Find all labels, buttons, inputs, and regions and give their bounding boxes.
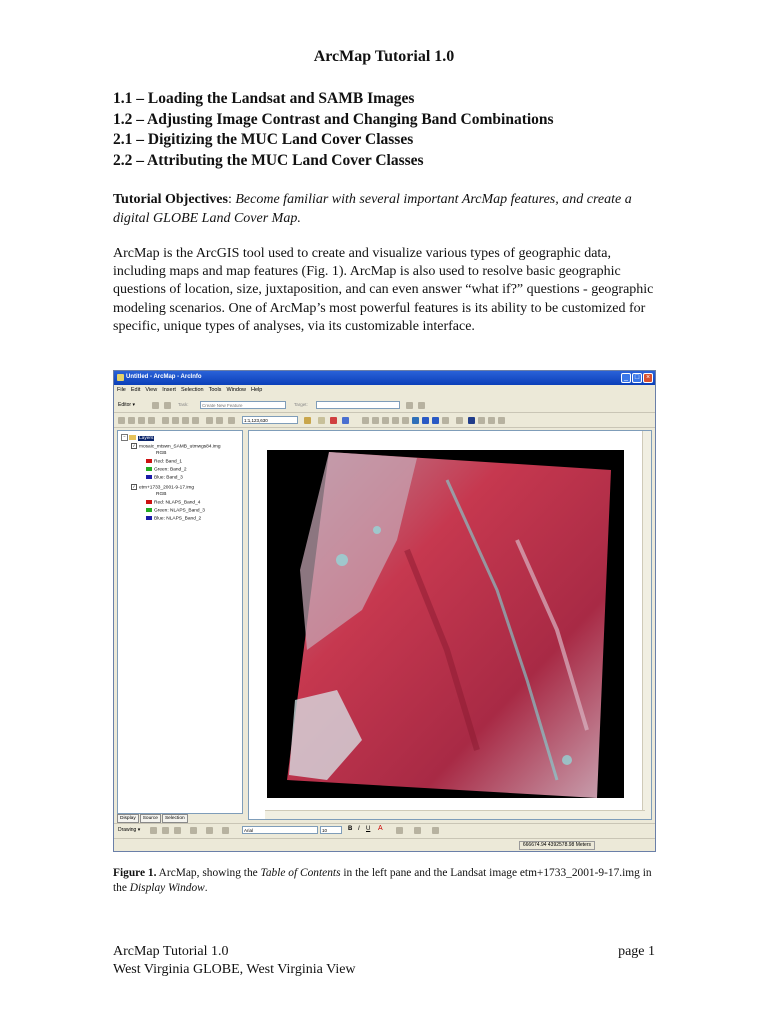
toc-band-label: Blue: Band_3: [154, 475, 183, 481]
red-swatch: [146, 500, 152, 504]
save-icon: [138, 417, 145, 424]
target-label: Target:: [294, 402, 308, 407]
toc-layer-name: etm+1733_2001-9-17.img: [139, 485, 195, 491]
find-icon: [478, 417, 485, 424]
status-bar: [114, 838, 655, 851]
arccatalog-icon: [330, 417, 337, 424]
vertical-scrollbar: [642, 431, 651, 819]
layer-checkbox-icon: ✓: [132, 484, 136, 489]
objectives-label: Tutorial Objectives: [113, 192, 228, 207]
toc-band-label: Red: NLAPS_Band_4: [154, 500, 201, 506]
page-number: page 1: [618, 944, 655, 959]
hyperlink-icon: [498, 417, 505, 424]
intro-paragraph: ArcMap is the ArcGIS tool used to create and visualize various types of geographic data, including maps and map features (Fig. 1). ArcMap is also used to resolve basic geographic questions of location, size, juxtaposition, and can even answer “what if?” questions - geographic modeling scenarios. One of ArcMap’s most powerful features is its ability to be customized for specific, unique types of analyses, via its customizable interface.: [113, 246, 654, 334]
tab-display: Display: [117, 814, 139, 823]
caption-text: ArcMap, showing the: [156, 867, 261, 879]
sketch-properties-icon: [418, 402, 425, 409]
toc-rgb-label: RGB: [156, 492, 167, 497]
undo-icon: [206, 417, 213, 424]
pan-icon: [402, 417, 409, 424]
objectives-text: Become familiar with several important ArcMap features, and create a digital GLOBE Land Cover Map.: [113, 192, 632, 226]
identify-icon: [468, 417, 475, 424]
editor-toolbar: [114, 399, 655, 413]
objectives-colon: :: [227, 192, 236, 207]
drawing-menu: Drawing ▾: [118, 827, 141, 833]
print-icon: [148, 417, 155, 424]
zoom-out-icon: [372, 417, 379, 424]
sketch-tool-icon: [164, 402, 171, 409]
standard-toolbar: [114, 414, 655, 428]
menu-view: View: [145, 387, 158, 393]
toc-band-label: Green: NLAPS_Band_3: [154, 508, 205, 514]
section-item: 2.2 – Attributing the MUC Land Cover Classes: [113, 151, 424, 169]
table-of-contents: [117, 430, 243, 814]
select-elements-tool-icon: [150, 827, 157, 834]
figure-caption: [113, 866, 661, 896]
redo-icon: [216, 417, 223, 424]
footer-title: ArcMap Tutorial 1.0: [113, 944, 229, 959]
minimize-icon: _: [621, 373, 631, 383]
open-icon: [128, 417, 135, 424]
section-item: 1.1 – Loading the Landsat and SAMB Images: [113, 90, 415, 107]
fixed-zoom-in-icon: [382, 417, 389, 424]
menu-bar: [117, 387, 262, 393]
italic-icon: I: [358, 826, 360, 832]
menu-edit: Edit: [130, 387, 141, 393]
menu-file: File: [117, 387, 126, 393]
window-title: Untitled - ArcMap - ArcInfo: [126, 374, 202, 380]
attributes-icon: [406, 402, 413, 409]
task-dropdown: Create New Feature: [200, 401, 286, 409]
toc-layer-row: [131, 484, 194, 490]
zoom-whole-page-icon: [174, 827, 181, 834]
toc-band-row: [146, 508, 205, 513]
arctoolbox-icon: [318, 417, 325, 424]
display-window: [248, 430, 652, 820]
font-color-icon: A: [378, 825, 383, 832]
toc-layers-row: − Layers: [121, 434, 154, 441]
caption-italic: Display Window: [129, 882, 205, 894]
layers-folder-icon: [129, 435, 136, 440]
add-data-icon: [228, 417, 235, 424]
text-icon: [206, 827, 213, 834]
footer-org: West Virginia GLOBE, West Virginia View: [113, 962, 356, 977]
full-extent-icon: [412, 417, 419, 424]
layer-checkbox-icon: ✓: [132, 443, 136, 448]
menu-window: Window: [226, 387, 246, 393]
blue-swatch: [146, 475, 152, 479]
landsat-image: [267, 450, 624, 798]
menu-insert: Insert: [162, 387, 176, 393]
rectangle-icon: [190, 827, 197, 834]
toc-band-label: Green: Band_2: [154, 467, 187, 473]
caption-text: .: [204, 882, 208, 894]
edit-tool-icon: [152, 402, 159, 409]
cut-icon: [162, 417, 169, 424]
new-icon: [118, 417, 125, 424]
arcmap-screenshot: [113, 370, 656, 852]
status-coordinates: 666674.94 4392578.98 Meters: [519, 841, 595, 850]
section-list: [113, 89, 673, 171]
underline-icon: U: [366, 826, 371, 832]
select-elements-icon: [456, 417, 463, 424]
toc-band-row: [146, 459, 182, 464]
toc-band-label: Blue: NLAPS_Band_2: [154, 516, 202, 522]
green-swatch: [146, 508, 152, 512]
toc-rgb-label: RGB: [156, 451, 167, 456]
caption-text: in the left pane and the Landsat image etm+1733_2001-9-17.img in the: [113, 867, 652, 894]
paste-icon: [182, 417, 189, 424]
marker-color-icon: [432, 827, 439, 834]
footer-left: [113, 943, 356, 979]
horizontal-scrollbar: [265, 810, 645, 819]
toc-band-label: Red: Band_1: [154, 459, 183, 465]
menu-selection: Selection: [180, 387, 204, 393]
section-item: 2.1 – Digitizing the MUC Land Cover Classes: [113, 131, 414, 148]
toc-tab-bar: [117, 814, 189, 823]
green-swatch: [146, 467, 152, 471]
fill-color-icon: [396, 827, 403, 834]
toc-band-row: [146, 500, 200, 505]
caption-label: Figure 1.: [113, 867, 157, 879]
bold-icon: B: [348, 826, 353, 832]
toc-band-row: [146, 475, 183, 480]
font-size-dropdown: 10: [320, 826, 342, 834]
scale-dropdown: 1:1,123,630: [242, 416, 298, 424]
drawing-toolbar: [114, 823, 655, 836]
rotate-icon: [162, 827, 169, 834]
blue-swatch: [146, 516, 152, 520]
tab-selection: Selection: [162, 814, 188, 823]
zoom-in-icon: [362, 417, 369, 424]
objectives-paragraph: [113, 190, 663, 228]
back-extent-icon: [422, 417, 429, 424]
spline-text-icon: [222, 827, 229, 834]
fixed-zoom-out-icon: [392, 417, 399, 424]
maximize-icon: □: [632, 373, 642, 383]
copy-icon: [172, 417, 179, 424]
caption-italic: Table of Contents: [260, 867, 341, 879]
section-item: 1.2 – Adjusting Image Contrast and Changing Band Combinations: [113, 110, 554, 128]
target-dropdown: [316, 401, 400, 409]
menu-tools: Tools: [208, 387, 222, 393]
toc-band-row: [146, 467, 187, 472]
help-icon: [342, 417, 349, 424]
document-title: ArcMap Tutorial 1.0: [313, 48, 455, 65]
arcmap-app-icon: [117, 374, 124, 381]
forward-extent-icon: [432, 417, 439, 424]
editor-toolbar-icon: [304, 417, 311, 424]
select-features-icon: [442, 417, 449, 424]
measure-icon: [488, 417, 495, 424]
font-dropdown: Arial: [242, 826, 318, 834]
toc-layer-row: [131, 443, 221, 449]
editor-menu: Editor ▾: [118, 402, 135, 408]
task-label: Task:: [178, 402, 189, 407]
tab-source: Source: [140, 814, 161, 823]
menu-help: Help: [251, 387, 263, 393]
delete-icon: [192, 417, 199, 424]
toc-layers-label: Layers: [139, 435, 154, 441]
toc-layer-name: mosaic_mtswn_SAMB_utmwgs84.img: [139, 444, 221, 450]
toc-band-row: [146, 516, 201, 521]
red-swatch: [146, 459, 152, 463]
line-color-icon: [414, 827, 421, 834]
close-icon: ×: [643, 373, 653, 383]
window-titlebar: [114, 371, 655, 385]
